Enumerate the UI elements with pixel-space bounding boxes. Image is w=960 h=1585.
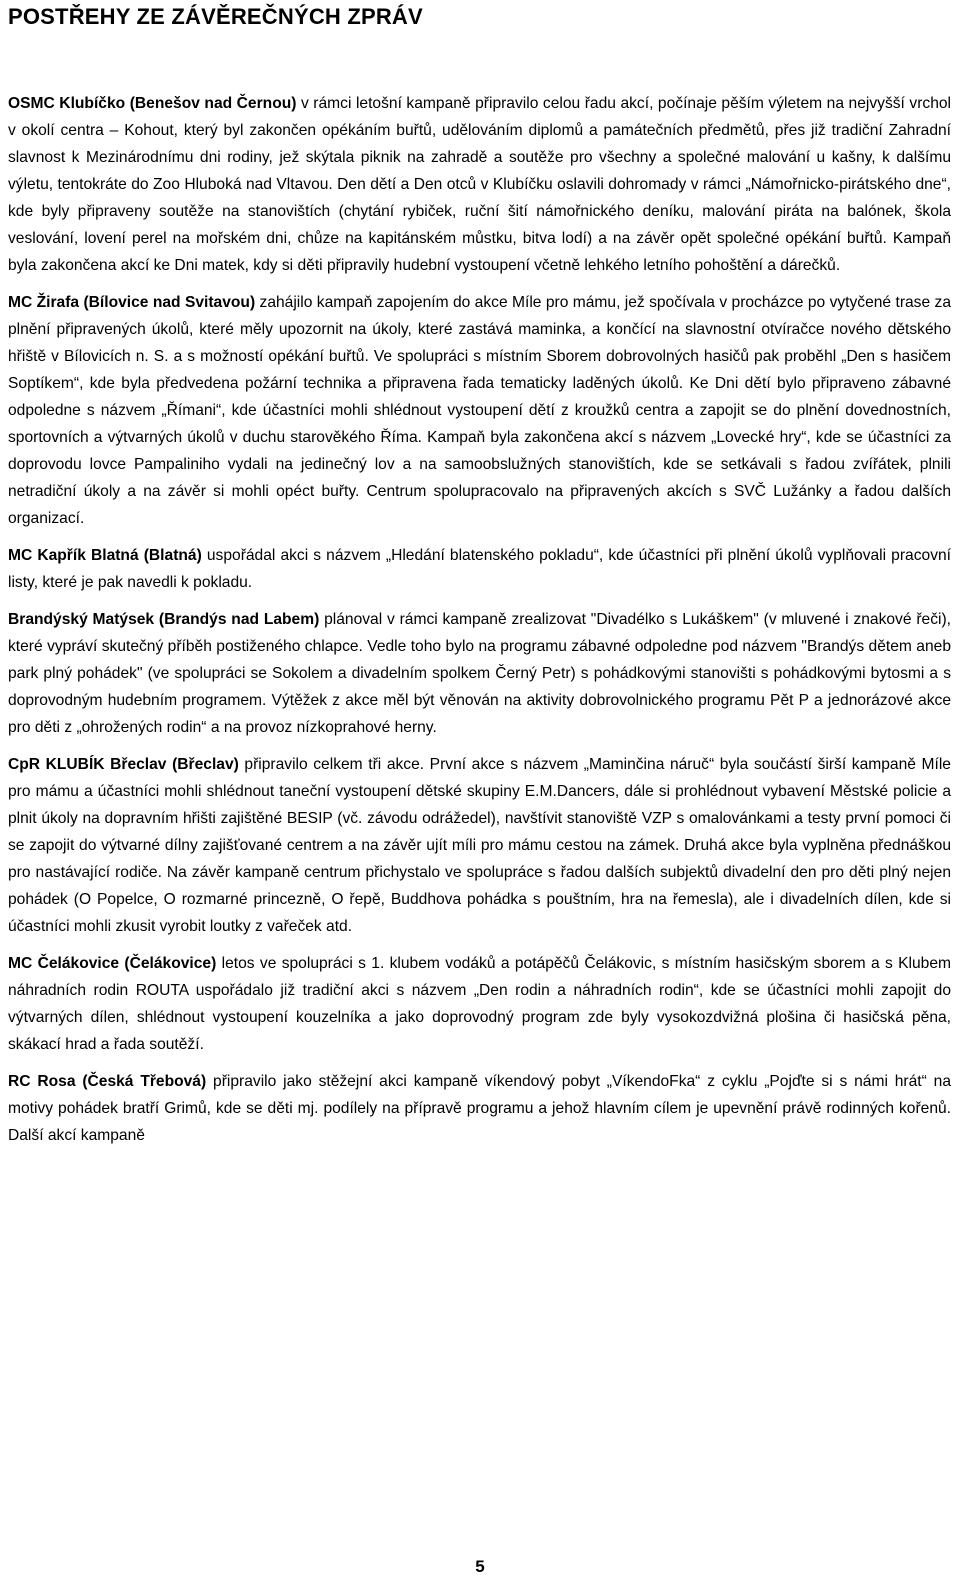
paragraph-mc-celakovice [8,950,951,1058]
report-body [8,90,951,1159]
org-name: Brandýský Matýsek (Brandýs nad Labem) [8,611,320,628]
page-title: POSTŘEHY ZE ZÁVĚREČNÝCH ZPRÁV [8,4,423,29]
paragraph-cpr-klubik [8,751,951,940]
paragraph-brandysky-matysek [8,606,951,741]
paragraph-text: v rámci letošní kampaně připravilo celou řadu akcí, počínaje pěším výletem na nejvyšší vrchol v okolí centra – Kohout, který byl zakončen opékáním buřtů, udělováním diplomů a památečních předmětů, přes již tradiční Zahradní slavnost k Mezinárodnímu dni rodiny, jež skýtala piknik na zahradě a soutěže pro všechny a společné malování u kašny, k dalšímu výletu, tentokráte do Zoo Hluboká nad Vltavou. Den dětí a Den otců v Klubíčku oslavili dohromady v rámci „Námořnicko-pirátského dne“, kde byly připraveny soutěže na stanovištích (chytání rybiček, ruční šití námořnického deníku, malování piráta na balónek, škola veslování, lovení perel na mořském dni, chůze na kapitánském můstku, bitva lodí) a na závěr opět společné opékání buřtů. Kampaň byla zakončena akcí ke Dni matek, kdy si děti připravily hudební vystoupení včetně lehkého letního pohoštění a dárečků. [8,95,951,274]
org-name: MC Kapřík Blatná (Blatná) [8,547,202,564]
paragraph-rc-rosa [8,1068,951,1149]
paragraph-text: plánoval v rámci kampaně zrealizovat "Divadélko s Lukáškem" (v mluvené i znakové řeči), které vypráví skutečný příběh postiženého chlapce. Vedle toho bylo na programu zábavné odpoledne pod názvem "Brandýs dětem aneb park plný pohádek" (ve spolupráci se Sokolem a divadelním spolkem Černý Petr) s pohádkovými stanovišti s pohádkovými bytosmi a s doprovodným hudebním programem. Výtěžek z akce měl být věnován na aktivity dobrovolnického programu Pět P a jednorázové akce pro děti z „ohrožených rodin“ a na provoz nízkoprahové herny. [8,611,951,736]
paragraph-mc-zirafa [8,289,951,532]
org-name: OSMC Klubíčko (Benešov nad Černou) [8,95,297,112]
paragraph-text: připravilo celkem tři akce. První akce s názvem „Maminčina náruč“ byla součástí širší kampaně Míle pro mámu a účastníci mohli shlédnout taneční vystoupení dětské skupiny E.M.Dancers, dále si prohlédnout vybavení Městské policie a plnit úkoly na dopravním hřišti zajištěné BESIP (vč. závodu odrážedel), navštívit stanoviště VZP s omalovánkami a testy první pomoci či se zapojit do výtvarné dílny zajišťované centrem a na závěr ujít míli pro mámu cestou na zámek. Druhá akce byla vyplněna přednáškou pro nastávající rodiče. Na závěr kampaně centrum přichystalo ve spolupráce s řadou dalších subjektů divadelní den pro děti plný nejen pohádek (O Popelce, O rozmarné princezně, O řepě, Buddhova pohádka s pouštním, hra na řemesla), ale i divadelních dílen, kde si účastníci mohli zkusit vyrobit loutky z vařeček atd. [8,756,951,935]
org-name: MC Žirafa (Bílovice nad Svitavou) [8,294,256,311]
paragraph-text: připravilo jako stěžejní akci kampaně víkendový pobyt „VíkendoFka“ z cyklu „Pojďte si s námi hrát“ na motivy pohádek bratří Grimů, kde se děti mj. podílely na přípravě programu a jehož hlavním cílem je upevnění právě rodinných kořenů. Další akcí kampaně [8,1073,951,1144]
paragraph-mc-kaprik [8,542,951,596]
paragraph-osmc-klubicko [8,90,951,279]
paragraph-text: letos ve spolupráci s 1. klubem vodáků a potápěčů Čelákovic, s místním hasičským sborem a s Klubem náhradních rodin ROUTA uspořádalo již tradiční akci s názvem „Den rodin a náhradních rodin“, kde se účastníci mohli zapojit do výtvarných dílen, shlédnout vystoupení kouzelníka a jako doprovodný program zde byly vysokozdvižná plošina či hasičská pěna, skákací hrad a řada soutěží. [8,955,952,1053]
org-name: MC Čelákovice (Čelákovice) [8,955,217,972]
paragraph-text: zahájilo kampaň zapojením do akce Míle pro mámu, jež spočívala v procházce po vytyčené trase za plnění připravených úkolů, které měly upozornit na úkoly, které zastává maminka, a končící na slavnostní otvíračce nového dětského hřiště v Bílovicích n. S. a s možností opékání buřtů. Ve spolupráci s místním Sborem dobrovolných hasičů pak proběhl „Den s hasičem Soptíkem“, kde byla předvedena požární technika a připravena řada tematicky laděných úkolů. Ke Dni dětí bylo připraveno zábavné odpoledne s názvem „Římani“, kde účastníci mohli shlédnout vystoupení dětí z kroužků centra a zapojit se do plnění dovednostních, sportovních a výtvarných úkolů v duchu starověkého Říma. Kampaň byla zakončena akcí s názvem „Lovecké hry“, kde se účastníci za doprovodu lovce Pampaliniho vydali na jedinečný lov a na samoobslužných stanovištích, kde se setkávali s řadou zvířátek, plnili netradiční úkoly a na závěr si mohli opéct buřty. Centrum spolupracovalo na připravených akcích s SVČ Lužánky a řadou dalších organizací. [8,294,951,527]
paragraph-text: uspořádal akci s názvem „Hledání blatenského pokladu“, kde účastníci při plnění úkolů vyplňovali pracovní listy, které je pak navedli k pokladu. [8,547,951,591]
org-name: RC Rosa (Česká Třebová) [8,1073,207,1090]
org-name: CpR KLUBÍK Břeclav (Břeclav) [8,756,239,773]
page-number: 5 [475,1557,485,1576]
